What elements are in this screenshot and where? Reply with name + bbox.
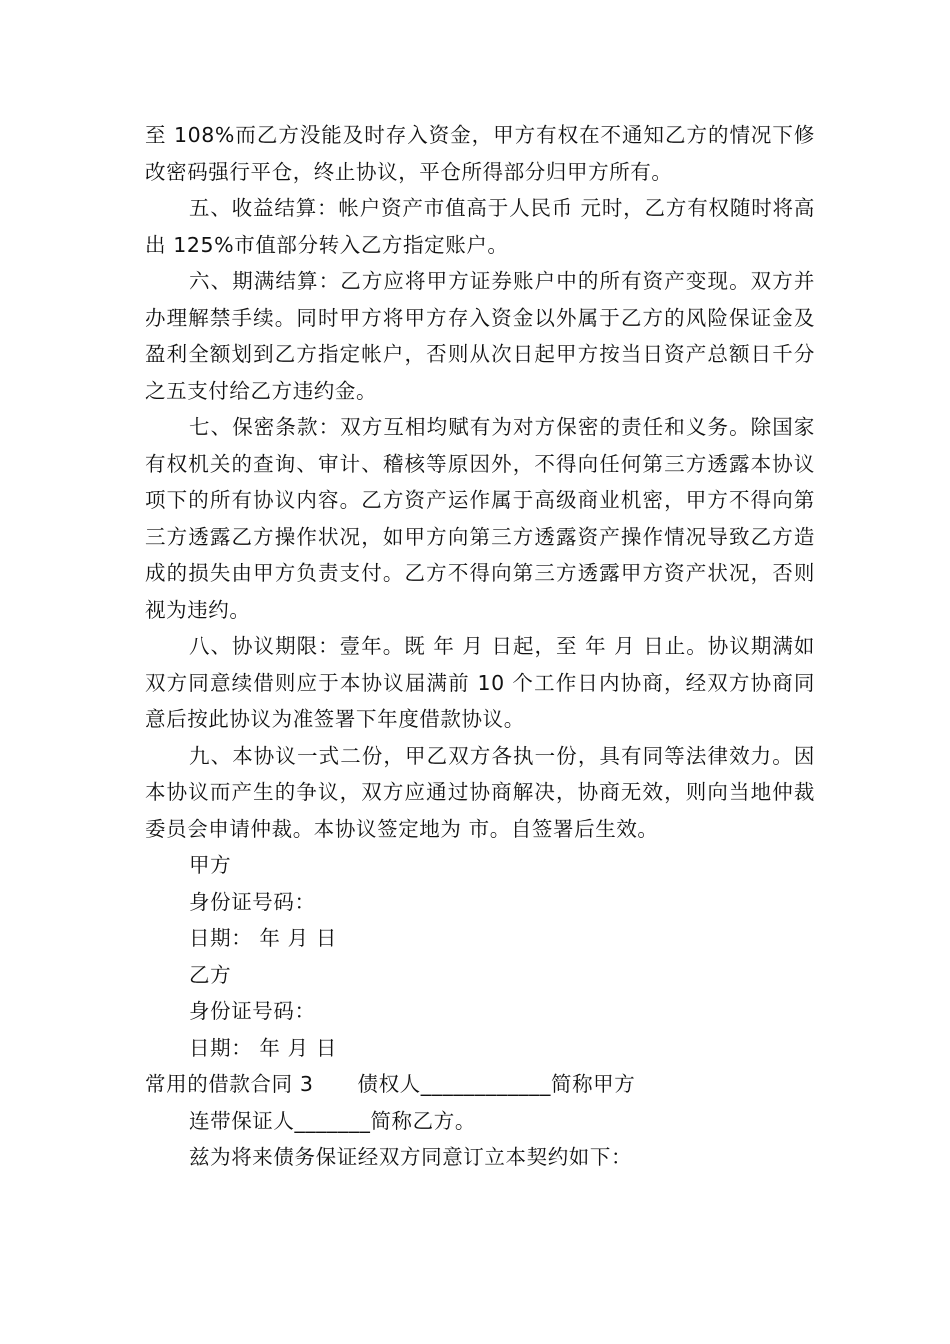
paragraph-agreement-term: 八、协议期限：壹年。既 年 月 日起，至 年 月 日止。协议期满如双方同意续借则应于本协议届满前 10 个工作日内协商，经双方协商同意后按此协议为准签署下年度借款协议。 (145, 634, 815, 731)
paragraph-confidentiality: 七、保密条款：双方互相均赋有为对方保密的责任和义务。除国家有权机关的查询、审计、稽核等原因外，不得向任何第三方透露本协议项下的所有协议内容。乙方资产运作属于高级商业机密，甲方不得向第三方透露乙方操作状况，如甲方向第三方透露资产操作情况导致乙方造成的损失由甲方负责支付。乙方不得向第三方透露甲方资产状况，否则视为违约。 (145, 415, 815, 622)
party-b-date-label: 日期： 年 月 日 (189, 1035, 337, 1060)
party-a-label: 甲方 (189, 853, 232, 877)
contract-3-heading (145, 1066, 815, 1103)
party-b-label: 乙方 (189, 962, 232, 987)
paragraph-maturity-settlement: 六、期满结算：乙方应将甲方证券账户中的所有资产变现。双方并办理解禁手续。同时甲方将甲方存入资金以外属于乙方的风险保证金及盈利全额划到乙方指定帐户，否则从次日起甲方按当日资产总额日千分之五支付给乙方违约金。 (145, 269, 815, 403)
party-b-id-label: 身份证号码： (189, 999, 316, 1023)
paragraph-copies-disputes: 九、本协议一式二份，甲乙双方各执一份，具有同等法律效力。因本协议而产生的争议，双方应通过协商解决，协商无效，则向当地仲裁委员会申请仲裁。本协议签定地为 市。自签署后生效。 (145, 743, 815, 841)
party-a-date-label: 日期： 年 月 日 (189, 926, 337, 950)
contract-intro-line: 兹为将来债务保证经双方同意订立本契约如下： (189, 1145, 633, 1169)
contract-3-title: 常用的借款合同 3 (145, 1072, 314, 1096)
creditor-line: 债权人____________简称甲方 (357, 1072, 636, 1096)
guarantor-line: 连带保证人_______简称乙方。 (189, 1108, 476, 1133)
signature-block (145, 847, 815, 1066)
document-body (145, 117, 815, 1176)
paragraph-margin-call: 至 108%而乙方没能及时存入资金，甲方有权在不通知乙方的情况下修改密码强行平仓，终止协议，平仓所得部分归甲方所有。 (145, 123, 815, 184)
paragraph-profit-settlement: 五、收益结算：帐户资产市值高于人民币 元时，乙方有权随时将高出 125%市值部分转入乙方指定账户。 (145, 196, 815, 257)
party-a-id-label: 身份证号码： (189, 889, 316, 914)
